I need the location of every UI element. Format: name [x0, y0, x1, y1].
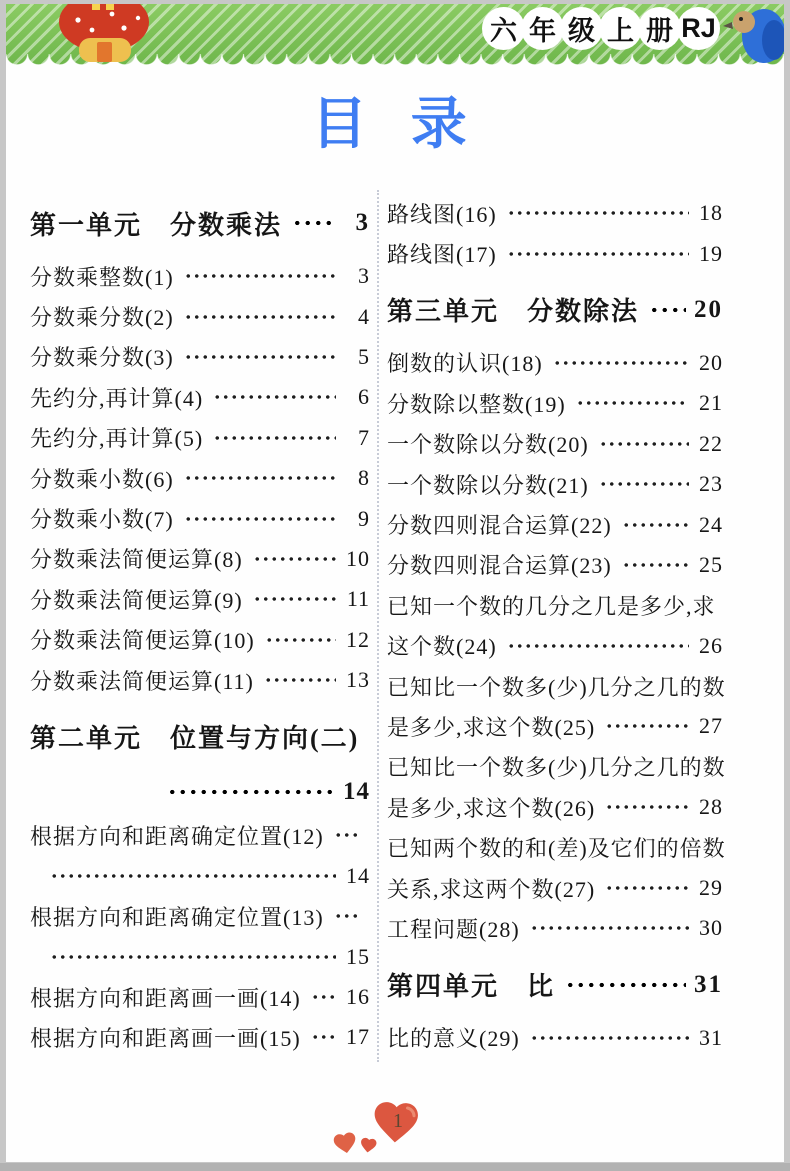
dot-leader — [605, 868, 689, 908]
dot-leader — [184, 337, 336, 377]
toc-entry-text: 是多少,求这个数(26) — [387, 795, 596, 821]
toc-entry — [30, 660, 370, 700]
dot-leader — [576, 383, 689, 423]
toc-entry-text: 分数乘整数(1) — [30, 264, 174, 290]
toc-entry-text: 这个数(24) — [387, 634, 497, 660]
toc-entry-text: 先约分,再计算(5) — [30, 426, 204, 452]
toc-entry — [387, 545, 723, 585]
toc-entry — [30, 458, 370, 498]
toc-page-number: 12 — [346, 626, 370, 652]
toc-page-number: 18 — [699, 200, 723, 226]
photo-gray-border — [0, 1163, 790, 1171]
dot-leader — [184, 498, 336, 538]
toc-page-number: 11 — [346, 586, 370, 612]
toc-page-number: 31 — [699, 1024, 723, 1050]
toc-entry — [387, 706, 723, 746]
toc-page-number: 19 — [699, 240, 723, 266]
toc-entry-text: 已知比一个数多(少)几分之几的数 — [387, 755, 726, 781]
toc-entry — [30, 936, 370, 976]
toc-entry-text: 倒数的认识(18) — [387, 351, 543, 377]
dot-leader — [292, 196, 336, 250]
toc-entry-text: 已知两个数的和(差)及它们的倍数 — [387, 836, 726, 862]
toc-entry-text: 比的意义(29) — [387, 1026, 520, 1052]
toc-entry — [30, 1017, 370, 1057]
dot-leader — [507, 233, 689, 273]
toc-entry — [30, 620, 370, 660]
toc-entry-text: 分数四则混合运算(22) — [387, 513, 612, 539]
toc-entry — [387, 787, 723, 827]
toc-entry-text: 先约分,再计算(4) — [30, 385, 204, 411]
toc-page-number: 27 — [699, 713, 723, 739]
toc-entry — [387, 958, 723, 1012]
blue-bird-icon — [722, 6, 784, 64]
toc-page-number: 9 — [358, 505, 370, 531]
toc-entry-text: 一个数除以分数(21) — [387, 472, 589, 498]
dot-leader — [605, 787, 689, 827]
dot-leader — [622, 504, 689, 544]
toc-entry-text: 路线图(16) — [387, 201, 497, 227]
dot-leader — [311, 977, 336, 1017]
dot-leader — [507, 193, 689, 233]
badge-character: 册 — [638, 7, 681, 50]
page-number: 1 — [393, 1110, 403, 1132]
toc-entry — [30, 579, 370, 619]
toc-entry-text: 分数乘法简便运算(10) — [30, 628, 255, 654]
badge-character: 上 — [599, 7, 642, 50]
toc-entry — [387, 585, 723, 625]
toc-page-number: 16 — [346, 984, 370, 1010]
toc-page-number: 23 — [699, 471, 723, 497]
toc-entry — [387, 424, 723, 464]
mushroom-house-icon — [56, 4, 152, 64]
toc-entry — [30, 977, 370, 1017]
toc-page-number: 4 — [358, 303, 370, 329]
toc-entry — [30, 296, 370, 336]
toc-column-left — [30, 196, 370, 1058]
footer-hearts — [330, 1096, 460, 1162]
toc-entry-text: 第二单元 位置与方向(二) — [30, 723, 360, 753]
dot-leader — [253, 539, 336, 579]
small-heart-icon — [330, 1128, 360, 1156]
toc-entry-text: 分数乘法简便运算(8) — [30, 547, 243, 573]
toc-page-number: 3 — [355, 209, 370, 236]
toc-page-number: 24 — [699, 511, 723, 537]
toc-entry — [387, 193, 723, 233]
dot-leader — [264, 660, 336, 700]
toc-page-number: 30 — [699, 915, 723, 941]
dot-leader — [622, 545, 689, 585]
toc-entry-text: 根据方向和距离画一画(15) — [30, 1025, 301, 1051]
book-page — [6, 4, 784, 1162]
toc-page-number: 17 — [346, 1024, 370, 1050]
toc-entry — [387, 464, 723, 504]
toc-entry — [30, 256, 370, 296]
column-divider — [377, 190, 379, 1062]
toc-column-right — [387, 193, 726, 1058]
toc-entry — [30, 709, 370, 763]
toc-entry — [30, 539, 370, 579]
dot-leader — [184, 296, 336, 336]
toc-entry-text: 第三单元 分数除法 — [387, 297, 640, 327]
toc-entry — [387, 626, 723, 666]
badge-character: 六 — [482, 7, 525, 50]
toc-entry-text: 分数乘法简便运算(11) — [30, 668, 254, 694]
dot-leader — [599, 424, 689, 464]
dot-leader — [553, 343, 689, 383]
toc-entry — [387, 383, 723, 423]
toc-entry-text: 是多少,求这个数(25) — [387, 714, 596, 740]
toc-page-number: 13 — [346, 667, 370, 693]
toc-entry — [387, 666, 726, 706]
toc-entry — [387, 747, 726, 787]
dot-leader — [530, 1018, 689, 1058]
toc-page-number: 14 — [343, 778, 370, 806]
toc-entry — [387, 343, 723, 383]
toc-page-number: 6 — [358, 384, 370, 410]
toc-page-number: 15 — [346, 943, 370, 969]
dot-leader — [184, 458, 336, 498]
dot-leader — [213, 418, 336, 458]
toc-page-number: 26 — [699, 632, 723, 658]
dot-leader — [50, 856, 336, 896]
badge-character: RJ — [677, 7, 720, 50]
toc-entry-text: 分数乘法简便运算(9) — [30, 587, 243, 613]
dot-leader — [334, 896, 362, 936]
toc-entry — [387, 908, 723, 948]
toc-entry — [387, 827, 726, 867]
toc-page-number: 25 — [699, 551, 723, 577]
toc-entry-text: 根据方向和距离画一画(14) — [30, 985, 301, 1011]
toc-entry — [30, 418, 370, 458]
dot-leader — [253, 579, 336, 619]
dot-leader — [605, 706, 689, 746]
dot-leader — [167, 769, 335, 815]
dot-leader — [599, 464, 689, 504]
toc-entry-text: 分数乘分数(2) — [30, 305, 174, 331]
toc-entry-text: 第一单元 分数乘法 — [30, 210, 283, 240]
toc-entry — [30, 769, 370, 815]
toc-page-number: 22 — [699, 430, 723, 456]
toc-entry-text: 分数四则混合运算(23) — [387, 553, 612, 579]
toc-entry — [387, 1018, 723, 1058]
toc-entry — [387, 233, 723, 273]
toc-entry — [30, 337, 370, 377]
toc-page-number: 3 — [358, 263, 370, 289]
dot-leader — [213, 377, 336, 417]
badge-character: 年 — [521, 7, 564, 50]
toc-page-number: 7 — [358, 424, 370, 450]
dot-leader — [265, 620, 336, 660]
toc-page-number: 14 — [346, 862, 370, 888]
toc-entry-text: 分数乘分数(3) — [30, 345, 174, 371]
toc-page-number: 8 — [358, 465, 370, 491]
toc-entry-text: 工程问题(28) — [387, 916, 520, 942]
top-banner — [6, 4, 784, 68]
toc-page-number: 28 — [699, 794, 723, 820]
toc-entry-text: 第四单元 比 — [387, 972, 556, 1002]
toc-entry — [30, 896, 370, 936]
toc-entry-text: 路线图(17) — [387, 242, 497, 268]
dot-leader — [184, 256, 336, 296]
toc-entry — [387, 283, 723, 337]
toc-entry-text: 根据方向和距离确定位置(12) — [30, 823, 324, 849]
toc-entry-text: 分数除以整数(19) — [387, 391, 566, 417]
toc-page-number: 29 — [699, 875, 723, 901]
toc-entry — [387, 504, 723, 544]
dot-leader — [565, 958, 686, 1012]
toc-page-number: 20 — [694, 295, 723, 323]
toc-page-number: 20 — [699, 349, 723, 375]
dot-leader — [50, 936, 336, 976]
toc-entry — [30, 815, 370, 855]
dot-leader — [649, 283, 686, 337]
toc-page-number: 5 — [358, 343, 370, 369]
toc-entry-text: 关系,求这两个数(27) — [387, 876, 596, 902]
toc-entry-text: 已知一个数的几分之几是多少,求 — [387, 593, 716, 619]
dot-leader — [507, 626, 689, 666]
toc-page-number: 21 — [699, 390, 723, 416]
toc-entry — [30, 377, 370, 417]
toc-entry — [30, 856, 370, 896]
toc-entry-text: 已知比一个数多(少)几分之几的数 — [387, 674, 726, 700]
toc-entry-text: 根据方向和距离确定位置(13) — [30, 904, 324, 930]
dot-leader — [530, 908, 689, 948]
badge-character: 级 — [560, 7, 603, 50]
grade-edition-badge — [486, 7, 720, 50]
dot-leader — [311, 1017, 336, 1057]
toc-entry-text: 分数乘小数(7) — [30, 507, 174, 533]
toc-entry — [387, 868, 723, 908]
toc-page-number: 10 — [346, 545, 370, 571]
dot-leader — [334, 815, 362, 855]
toc-entry — [30, 196, 370, 250]
toc-entry-text: 一个数除以分数(20) — [387, 432, 589, 458]
toc-entry — [30, 498, 370, 538]
toc-entry-text: 分数乘小数(6) — [30, 466, 174, 492]
page-title: 目 录 — [311, 92, 479, 157]
toc-page-number: 31 — [694, 970, 723, 998]
